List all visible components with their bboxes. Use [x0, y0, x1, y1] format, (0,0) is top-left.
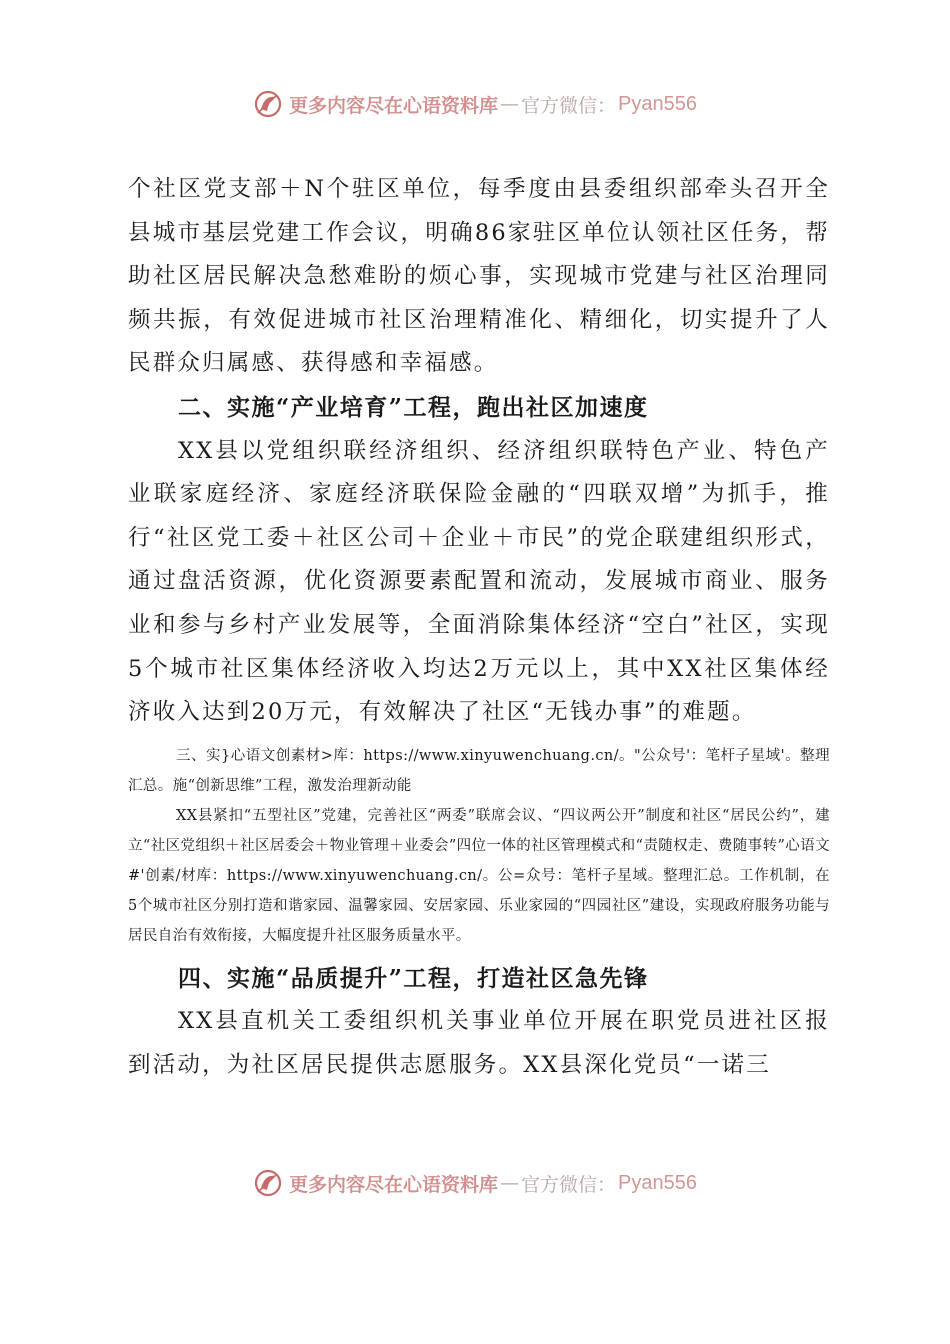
- document-body: [128, 168, 830, 1088]
- banner-side-text: 官方微信：: [521, 1173, 617, 1196]
- section-heading-4: 四、实施“品质提升”工程，打造社区急先锋: [178, 964, 649, 992]
- banner-main-text: 更多内容尽在心语资料库: [289, 94, 499, 117]
- body-paragraph: XX县直机关工委组织机关事业单位开展在职党员进社区报到活动，为社区居民提供志愿服务。XX县深化党员“一诺三: [128, 1008, 830, 1078]
- brand-logo-icon: [253, 1168, 283, 1198]
- header-banner: [0, 84, 950, 124]
- banner-dash: —: [500, 93, 520, 115]
- banner-wechat-id: Pyan556: [618, 1171, 697, 1194]
- footer-banner: [0, 1163, 950, 1203]
- small-paragraph-heading-3: 三、实}心语文创素材>库：https://www.xinyuwenchuang.cn/。"公众号'：笔杆子星域'。整理汇总。施“创新思维”工程，激发治理新动能: [128, 747, 830, 794]
- section-heading-2: 二、实施“产业培育”工程，跑出社区加速度: [178, 393, 649, 421]
- banner-main-text: 更多内容尽在心语资料库: [289, 1173, 499, 1196]
- small-paragraph: XX县紧扣“五型社区”党建，完善社区“两委”联席会议、“四议两公开”制度和社区“居民公约”，建立“社区党组织＋社区居委会＋物业管理＋业委会”四位一体的社区管理模式和“责随权走、费随事转”心语文#'创素/材库：https://www.xinyuwenchuang.cn/。公=众号：笔杆子星域。整理汇总。工作机制，在5个城市社区分别打造和谐家园、温馨家园、安居家园、乐业家园的“四园社区”建设，实现政府服务功能与居民自治有效衔接，大幅度提升社区服务质量水平。: [128, 807, 830, 944]
- body-paragraph: XX县以党组织联经济组织、经济组织联特色产业、特色产业联家庭经济、家庭经济联保险金融的“四联双增”为抓手，推行“社区党工委＋社区公司＋企业＋市民”的党企联建组织形式，通过盘活资源，优化资源要素配置和流动，发展城市商业、服务业和参与乡村产业发展等，全面消除集体经济“空白”社区，实现5个城市社区集体经济收入均达2万元以上，其中XX社区集体经济收入达到20万元，有效解决了社区“无钱办事”的难题。: [128, 437, 830, 726]
- body-paragraph: 个社区党支部＋N个驻区单位，每季度由县委组织部牵头召开全县城市基层党建工作会议，明确86家驻区单位认领社区任务，帮助社区居民解决急愁难盼的烦心事，实现城市党建与社区治理同频共振，有效促进城市社区治理精准化、精细化，切实提升了人民群众归属感、获得感和幸福感。: [128, 176, 830, 377]
- banner-side-text: 官方微信：: [521, 94, 617, 117]
- banner-dash: —: [500, 1172, 520, 1194]
- banner-wechat-id: Pyan556: [618, 92, 697, 115]
- small-text-block: [128, 741, 830, 951]
- brand-logo-icon: [253, 89, 283, 119]
